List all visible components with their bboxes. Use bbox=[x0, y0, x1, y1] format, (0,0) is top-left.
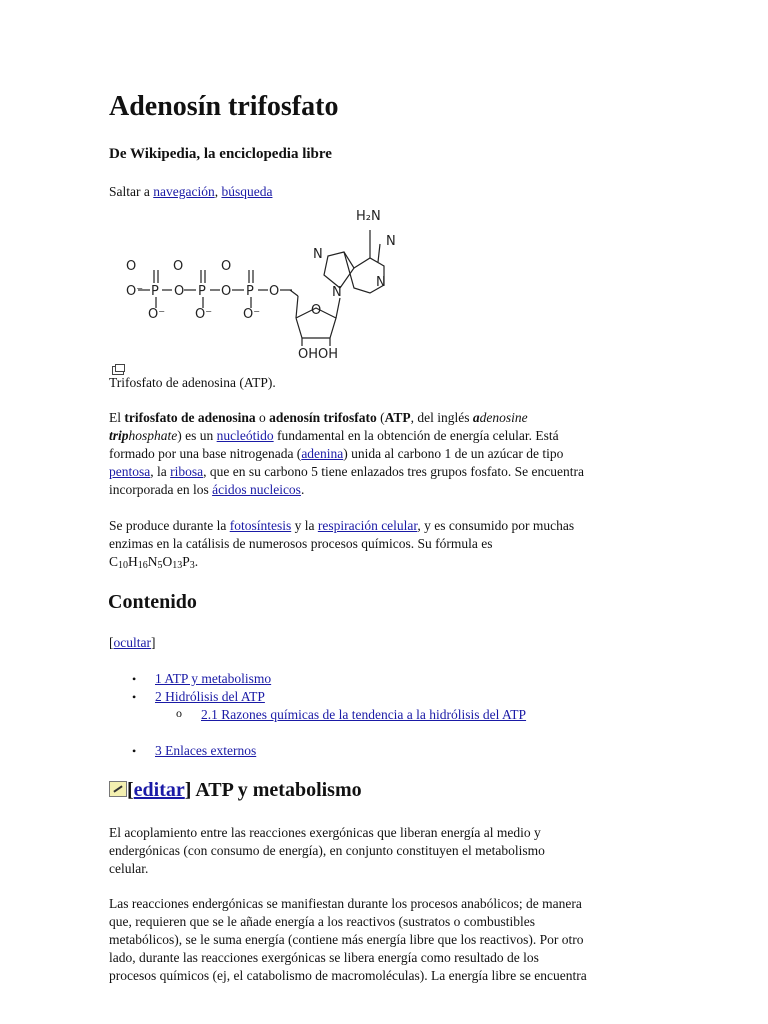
toc-hide-link[interactable]: ocultar bbox=[113, 635, 151, 650]
link-fotosintesis[interactable]: fotosíntesis bbox=[229, 518, 292, 533]
toc-heading: Contenido bbox=[108, 591, 197, 613]
p-label: P bbox=[151, 284, 159, 299]
o-label: O bbox=[311, 303, 322, 318]
toc-item-atp-metabolismo[interactable]: 1 ATP y metabolismo bbox=[155, 671, 272, 686]
jump-links: Saltar a navegación, búsqueda bbox=[109, 184, 273, 199]
toc-item-razones-quimicas[interactable]: 2.1 Razones químicas de la tendencia a la hidrólisis del ATP bbox=[201, 707, 527, 722]
o-label: O bbox=[126, 259, 137, 274]
toc-item-enlaces-externos[interactable]: 3 Enlaces externos bbox=[155, 743, 257, 758]
chemical-formula: $C_{10}H_{16}N_5O_{13}P_3$. bbox=[109, 554, 199, 571]
n-label: N bbox=[386, 234, 396, 249]
o-label: O bbox=[269, 284, 280, 299]
n-label: N bbox=[313, 247, 323, 262]
toc-toggle: [ocultar] bbox=[109, 635, 156, 650]
p-label: P bbox=[246, 284, 254, 299]
section-heading-atp-metabolismo: [editar] ATP y metabolismo bbox=[109, 779, 362, 802]
link-respiracion-celular[interactable]: respiración celular bbox=[317, 518, 418, 533]
intro-paragraph: El trifosfato de adenosina o adenosín trifosfato (ATP, del inglés adenosine triphosphate) es un nucleótido fundamental en la obtención de energía celular. Está formado por una base nitrogenada (adenina) unida al carbono 1 de un azúcar de tipo pentosa, la ribosa, que en su carbono 5 tiene enlazados tres grupos fosfato. Se encuentra incorporada en los ácidos nucleicos. bbox=[109, 410, 584, 497]
n-label: N bbox=[376, 275, 386, 290]
list-bullet: • bbox=[132, 672, 137, 686]
link-pentosa[interactable]: pentosa bbox=[109, 464, 151, 479]
section1-paragraph-2: Las reacciones endergónicas se manifiestan durante los procesos anabólicos; de manera que, requieren que se le añade energía a los reactivos (sustratos o combustibles metabólicos), se le suma energía (contiene más energía libre que los reactivos). Por otro lado, durante las reacciones exergónicas se libera energía como resultado de los procesos químicos (ej, el catabolismo de macromoléculas). La energía libre se encuentra bbox=[109, 896, 587, 983]
p-label: P bbox=[198, 284, 206, 299]
list-bullet: • bbox=[132, 690, 137, 704]
intro-paragraph-2: Se produce durante la fotosíntesis y la respiración celular, y es consumido por muchas enzimas en la catálisis de numerosos procesos químicos. Su fórmula es $C_{10}H_{16}N_5O_{13}P_3$. bbox=[109, 517, 669, 575]
list-sub-bullet: o bbox=[176, 706, 182, 720]
toc-item-hidrolisis[interactable]: 2 Hidrólisis del ATP bbox=[155, 689, 265, 704]
ohoh-label: OHOH bbox=[298, 347, 339, 362]
o-minus-label: O⁻ bbox=[126, 284, 144, 299]
jump-search-link[interactable]: búsqueda bbox=[221, 184, 273, 199]
edit-section-link[interactable]: editar bbox=[133, 779, 185, 801]
figure-caption: Trifosfato de adenosina (ATP). bbox=[109, 375, 276, 390]
o-label: O bbox=[221, 284, 232, 299]
list-bullet: • bbox=[132, 744, 137, 758]
o-label: O bbox=[221, 259, 232, 274]
section1-paragraph-1: El acoplamiento entre las reacciones exergónicas que liberan energía al medio y endergónicas (con consumo de energía), en conjunto constituyen el metabolismo celular. bbox=[109, 825, 545, 876]
o-minus-label: O⁻ bbox=[243, 307, 261, 322]
o-minus-label: O⁻ bbox=[195, 307, 213, 322]
jump-navigation-link[interactable]: navegación bbox=[153, 184, 215, 199]
atp-structure-image bbox=[118, 200, 408, 365]
o-label: O bbox=[173, 259, 184, 274]
edit-icon[interactable] bbox=[109, 781, 127, 797]
page-subtitle: De Wikipedia, la enciclopedia libre bbox=[109, 146, 332, 162]
link-nucleotido[interactable]: nucleótido bbox=[216, 428, 274, 443]
link-acidos-nucleicos[interactable]: ácidos nucleicos bbox=[212, 482, 301, 497]
h2n-label: H₂N bbox=[356, 209, 381, 224]
o-label: O bbox=[174, 284, 185, 299]
n-label: N bbox=[332, 285, 342, 300]
link-adenina[interactable]: adenina bbox=[301, 446, 344, 461]
o-minus-label: O⁻ bbox=[148, 307, 166, 322]
link-ribosa[interactable]: ribosa bbox=[170, 464, 204, 479]
page-title: Adenosín trifosfato bbox=[109, 91, 339, 122]
